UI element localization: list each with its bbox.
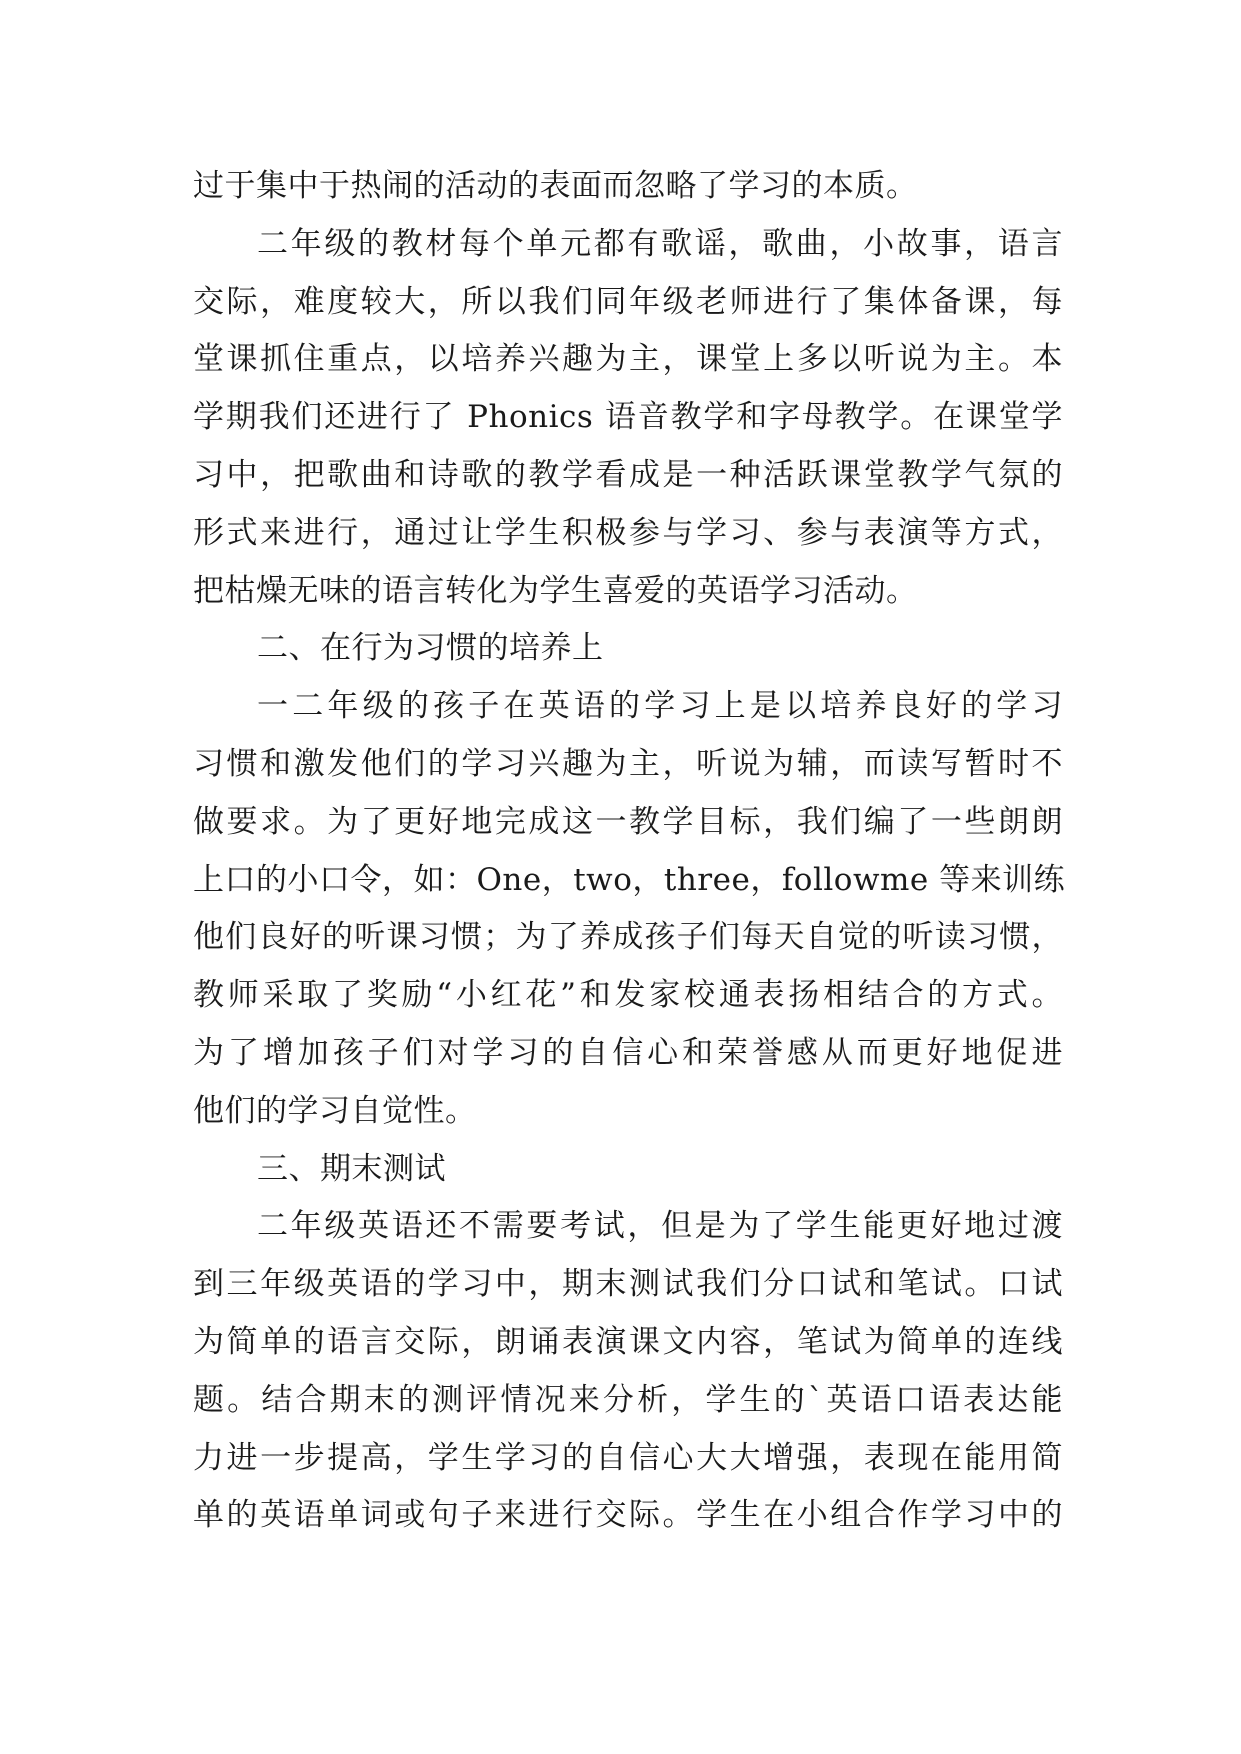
text-line: 一二年级的孩子在英语的学习上是以培养良好的学习	[257, 688, 1063, 725]
text-line: 把枯燥无味的语言转化为学生喜爱的英语学习活动。	[193, 572, 918, 609]
text-line: 学期我们还进行了 Phonics 语音教学和字母教学。在课堂学	[193, 399, 1063, 436]
text-line: 他们的学习自觉性。	[193, 1092, 477, 1129]
section-heading: 三、期末测试	[257, 1150, 446, 1187]
text-line: 到三年级英语的学习中，期末测试我们分口试和笔试。口试	[193, 1266, 1063, 1303]
text-line: 做要求。为了更好地完成这一教学目标，我们编了一些朗朗	[193, 803, 1063, 840]
text-line: 过于集中于热闹的活动的表面而忽略了学习的本质。	[193, 168, 918, 204]
section-heading: 二、在行为习惯的培养上	[257, 630, 604, 667]
text-line: 交际，难度较大，所以我们同年级老师进行了集体备课，每	[193, 283, 1063, 320]
text-line: 上口的小口令，如：One，two，three，followme 等来训练	[193, 861, 1066, 898]
text-line: 单的英语单词或句子来进行交际。学生在小组合作学习中的	[193, 1497, 1063, 1534]
text-line: 堂课抓住重点，以培养兴趣为主，课堂上多以听说为主。本	[193, 341, 1063, 378]
document-body	[193, 158, 1066, 1545]
text-line: 题。结合期末的测评情况来分析，学生的`英语口语表达能	[193, 1381, 1063, 1418]
text-line: 力进一步提高，学生学习的自信心大大增强，表现在能用简	[193, 1439, 1063, 1476]
text-line: 二年级的教材每个单元都有歌谣，歌曲，小故事，语言	[257, 225, 1063, 262]
text-line: 习惯和激发他们的学习兴趣为主，听说为辅，而读写暂时不	[193, 745, 1063, 782]
text-line: 他们良好的听课习惯；为了养成孩子们每天自觉的听读习惯，	[193, 919, 1063, 956]
text-line: 二年级英语还不需要考试，但是为了学生能更好地过渡	[257, 1208, 1063, 1245]
text-line: 习中，把歌曲和诗歌的教学看成是一种活跃课堂教学气氛的	[193, 456, 1063, 493]
text-line: 形式来进行，通过让学生积极参与学习、参与表演等方式，	[193, 514, 1063, 551]
text-line: 教师采取了奖励“小红花”和发家校通表扬相结合的方式。	[193, 977, 1063, 1014]
text-line: 为了增加孩子们对学习的自信心和荣誉感从而更好地促进	[193, 1034, 1063, 1071]
text-line: 为简单的语言交际，朗诵表演课文内容，笔试为简单的连线	[193, 1323, 1063, 1360]
